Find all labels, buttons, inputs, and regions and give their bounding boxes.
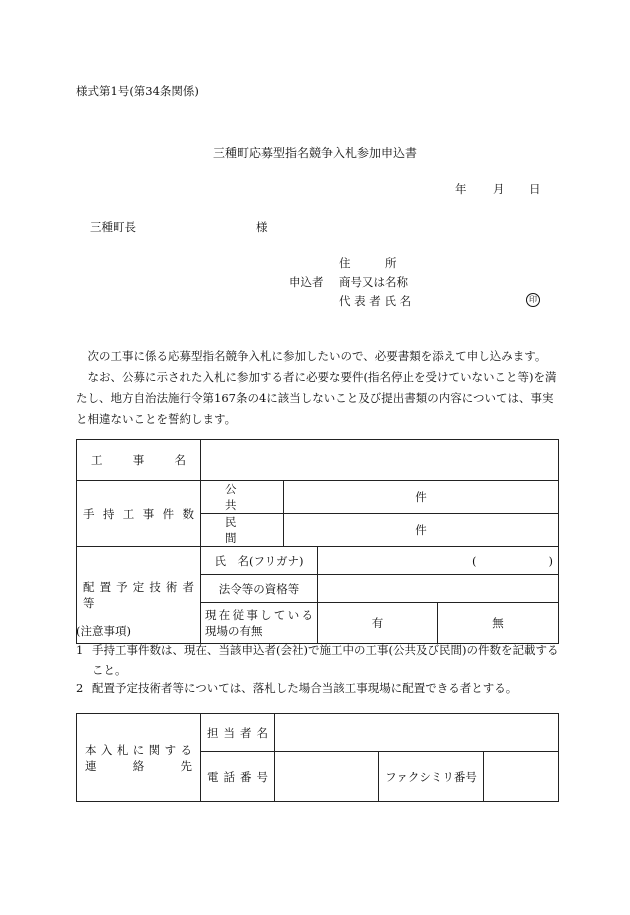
furigana-paren-close: ) <box>548 553 553 568</box>
private-unit: 件 <box>415 523 427 537</box>
document-title: 三種町応募型指名競争入札参加申込書 <box>212 146 417 160</box>
qualification-field[interactable] <box>318 575 559 603</box>
engineer-label: 配 置 予 定 技 術 者 等 <box>77 547 201 644</box>
phone-field[interactable] <box>275 752 379 802</box>
date-year: 年 <box>455 182 467 196</box>
body-paragraph-1: 次の工事に係る応募型指名競争入札に参加したいので、必要書類を添えて申し込みます。 <box>87 349 547 363</box>
body-text <box>76 346 560 430</box>
contact-table <box>76 713 559 802</box>
person-field[interactable] <box>275 714 559 752</box>
work-info-table <box>76 439 559 644</box>
note-1-number: 1 <box>76 643 84 657</box>
public-count-field[interactable] <box>284 481 559 514</box>
seal-icon: 印 <box>526 293 540 307</box>
contact-label-line1: 本 入 札 に 関 す る <box>85 742 192 757</box>
ongoing-count-label: 手 持 工 事 件 数 <box>77 481 201 547</box>
fax-label: ファクシミリ番号 <box>379 752 484 802</box>
work-name-field[interactable] <box>201 440 559 481</box>
addressee-honorific: 様 <box>256 220 268 234</box>
qualification-label: 法令等の資格等 <box>201 575 318 603</box>
engineer-name-field[interactable] <box>318 547 559 575</box>
public-unit: 件 <box>415 490 427 504</box>
current-work-label-line2: 現場の有無 <box>205 624 263 638</box>
body-paragraph-2: なお、公募に示された入札に参加する者に必要な要件(指名停止を受けていないこと等)を満たし、地方自治法施行令第167条の4に該当しないこと及び提出書類の内容については、事実と相違ないことを誓約します。 <box>76 370 557 426</box>
note-2-number: 2 <box>76 681 84 695</box>
form-number: 様式第1号(第34条関係) <box>76 84 199 98</box>
furigana-paren-open: ( <box>472 553 477 568</box>
phone-label: 電 話 番 号 <box>201 752 275 802</box>
note-2-text: 配置予定技術者等については、落札した場合当該工事現場に配置できる者とする。 <box>92 681 518 695</box>
applicant-label: 申込者 <box>289 275 324 289</box>
date-day: 日 <box>529 182 541 196</box>
person-label: 担 当 者 名 <box>201 714 275 752</box>
current-work-yes-option[interactable]: 有 <box>318 603 438 644</box>
note-1-text: 手持工事件数は、現在、当該申込者(会社)で施工中の工事(公共及び民間)の件数を記載すること。 <box>92 643 559 677</box>
work-name-label: 工 事 名 <box>77 440 201 481</box>
note-2 <box>76 678 566 698</box>
applicant-address-label: 住 所 <box>339 256 397 270</box>
current-work-label-line1: 現在従事している <box>205 608 313 622</box>
fax-field[interactable] <box>484 752 559 802</box>
applicant-representative-label: 代 表 者 氏 名 <box>339 294 412 308</box>
contact-label <box>77 714 201 802</box>
public-label: 公 共 <box>201 481 284 514</box>
engineer-name-label: 氏 名(フリガナ) <box>201 547 318 575</box>
addressee-mayor: 三種町長 <box>90 220 136 234</box>
private-count-field[interactable] <box>284 514 559 547</box>
contact-label-line2: 連 絡 先 <box>85 758 192 773</box>
date-month: 月 <box>493 182 505 196</box>
note-1 <box>76 640 566 680</box>
private-label: 民 間 <box>201 514 284 547</box>
current-work-no-option[interactable]: 無 <box>438 603 559 644</box>
applicant-company-label: 商号又は名称 <box>339 275 408 289</box>
notes-heading: (注意事項) <box>76 624 131 638</box>
